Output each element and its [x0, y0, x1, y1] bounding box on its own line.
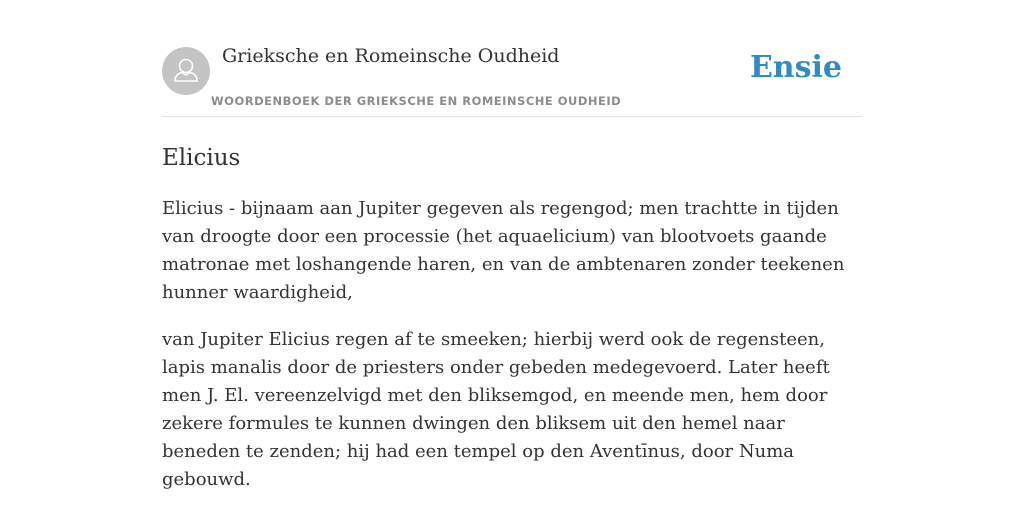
- source-subtitle: WOORDENBOEK DER GRIEKSCHE EN ROMEINSCHE OUDHEID: [211, 94, 622, 108]
- user-silhouette-icon: [162, 47, 210, 95]
- brand-logo[interactable]: Ensie: [749, 50, 842, 85]
- page: [162, 0, 862, 494]
- source-title[interactable]: Grieksche en Romeinsche Oudheid: [222, 45, 560, 67]
- header: [162, 0, 862, 117]
- entry-paragraph: van Jupiter Elicius regen af te smeeken; hierbij werd ook de regensteen, lapis manalis door de priesters onder gebeden medegevoerd. Later heeft men J. El. vereenzelvigd met den bliksemgod, en meende men, hem door zekere formules te kunnen dwingen den bliksem uit den hemel naar beneden te zenden; hij had een tempel op den Aventīnus, door Numa gebouwd.: [162, 329, 830, 490]
- entry-paragraph: Elicius - bijnaam aan Jupiter gegeven als regengod; men trachtte in tijden van droogte door een processie (het aquaelicium) van blootvoets gaande matronae met loshangende haren, en van de ambtenaren zonder teekenen hunner waardigheid,: [162, 198, 845, 303]
- avatar[interactable]: [162, 47, 210, 95]
- entry-title: Elicius: [162, 145, 241, 171]
